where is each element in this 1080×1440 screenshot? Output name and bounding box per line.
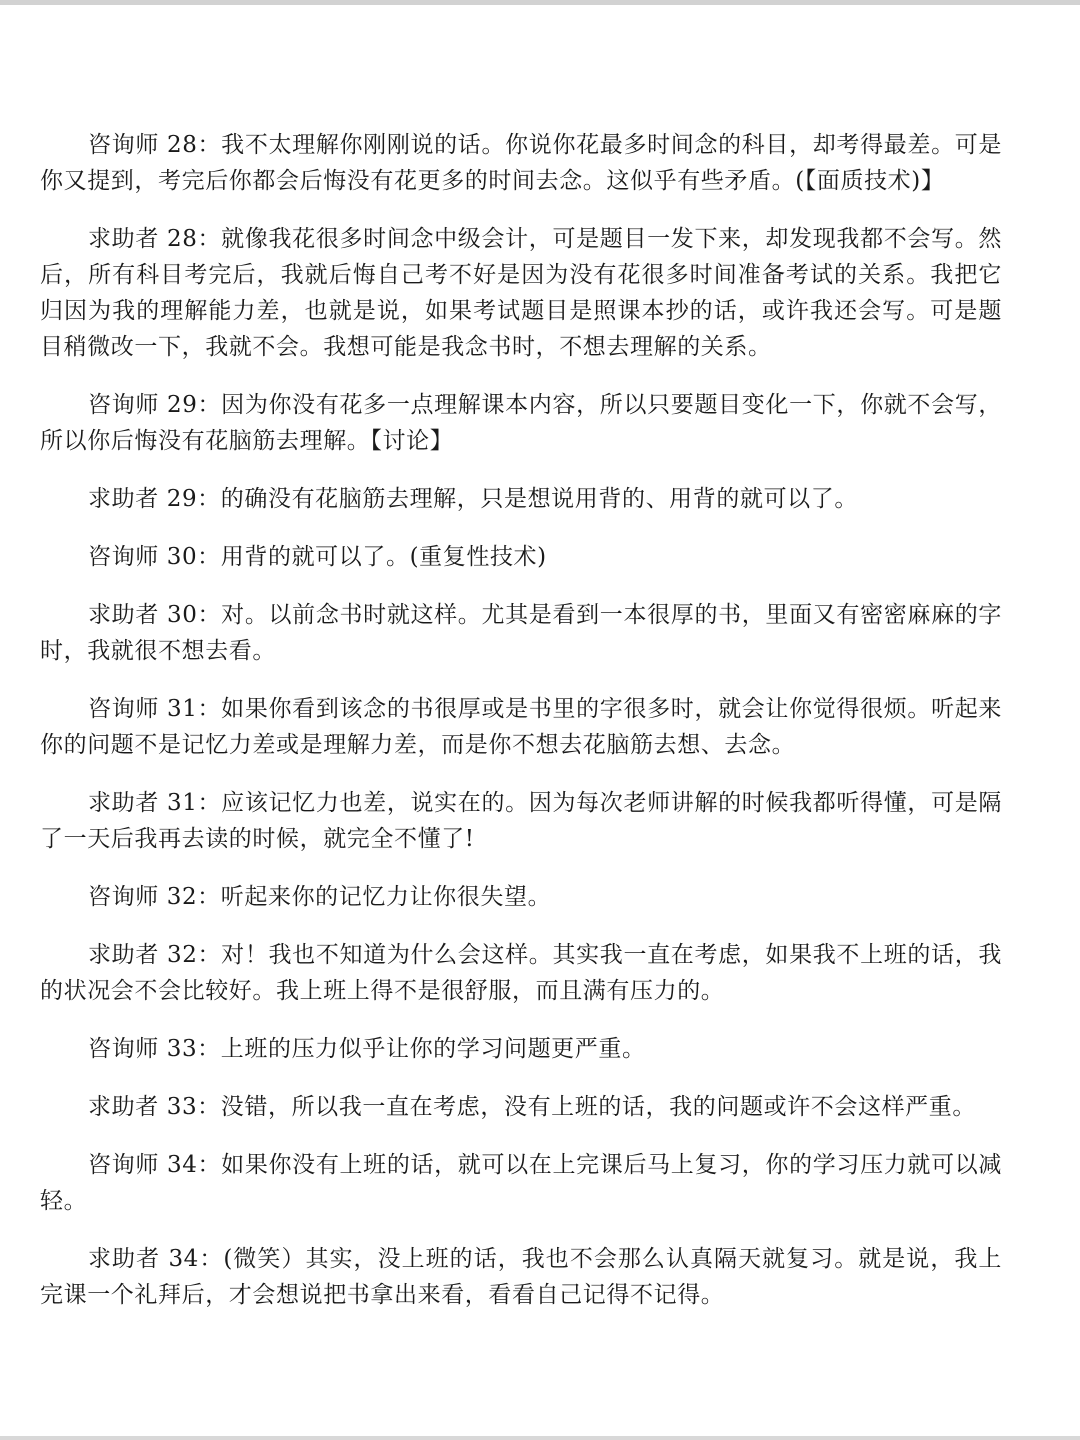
top-divider xyxy=(0,0,1080,5)
dialogue-paragraph xyxy=(40,221,1002,365)
speaker-label: 求助者 29： xyxy=(88,486,221,512)
dialogue-text: 上班的压力似乎让你的学习问题更严重。 xyxy=(220,1036,646,1062)
dialogue-text: (微笑）其实，没上班的话，我也不会那么认真隔天就复习。就是说，我上完课一个礼拜后，才会想说把书拿出来看，看看自己记得不记得。 xyxy=(40,1246,1002,1308)
speaker-label: 咨询师 30： xyxy=(88,544,221,570)
dialogue-paragraph xyxy=(40,127,1002,199)
speaker-label: 咨询师 32： xyxy=(88,884,221,910)
speaker-label: 咨询师 33： xyxy=(88,1036,221,1062)
dialogue-paragraph xyxy=(40,481,1002,517)
speaker-label: 求助者 33： xyxy=(88,1094,221,1120)
dialogue-paragraph xyxy=(40,691,1002,763)
dialogue-text: 用背的就可以了。(重复性技术) xyxy=(220,544,547,570)
dialogue-paragraph xyxy=(40,1147,1002,1219)
speaker-label: 咨询师 34： xyxy=(88,1152,222,1178)
speaker-label: 求助者 28： xyxy=(88,226,222,252)
dialogue-paragraph xyxy=(40,387,1002,459)
speaker-label: 咨询师 29： xyxy=(88,392,222,418)
dialogue-text: 听起来你的记忆力让你很失望。 xyxy=(220,884,552,910)
dialogue-paragraph xyxy=(40,785,1002,857)
speaker-label: 求助者 31： xyxy=(88,790,222,816)
speaker-label: 求助者 30： xyxy=(88,602,222,628)
dialogue-paragraph xyxy=(40,1241,1002,1313)
speaker-label: 咨询师 28： xyxy=(88,132,222,158)
dialogue-text: 就像我花很多时间念中级会计，可是题目一发下来，却发现我都不会写。然后，所有科目考完后，我就后悔自己考不好是因为没有花很多时间准备考试的关系。我把它归因为我的理解能力差，也就是说，如果考试题目是照课本抄的话，或许我还会写。可是题目稍微改一下，我就不会。我想可能是我念书时，不想去理解的关系。 xyxy=(40,226,1002,360)
dialogue-text: 对。以前念书时就这样。尤其是看到一本很厚的书，里面又有密密麻麻的字时，我就很不想去看。 xyxy=(40,602,1002,664)
dialogue-text: 如果你看到该念的书很厚或是书里的字很多时，就会让你觉得很烦。听起来你的问题不是记忆力差或是理解力差，而是你不想去花脑筋去想、去念。 xyxy=(40,696,1002,758)
bottom-divider xyxy=(0,1436,1080,1440)
dialogue-text: 对！我也不知道为什么会这样。其实我一直在考虑，如果我不上班的话，我的状况会不会比较好。我上班上得不是很舒服，而且满有压力的。 xyxy=(40,942,1002,1004)
dialogue-text: 没错，所以我一直在考虑，没有上班的话，我的问题或许不会这样严重。 xyxy=(220,1094,976,1120)
dialogue-paragraph xyxy=(40,1089,1002,1125)
dialogue-paragraph xyxy=(40,597,1002,669)
dialogue-text: 因为你没有花多一点理解课本内容，所以只要题目变化一下，你就不会写，所以你后悔没有花脑筋去理解。【讨论】 xyxy=(40,392,1002,454)
dialogue-paragraph xyxy=(40,937,1002,1009)
speaker-label: 求助者 34： xyxy=(88,1246,224,1272)
speaker-label: 咨询师 31： xyxy=(88,696,222,722)
dialogue-paragraph xyxy=(40,539,1002,575)
speaker-label: 求助者 32： xyxy=(88,942,222,968)
dialogue-text: 如果你没有上班的话，就可以在上完课后马上复习，你的学习压力就可以减轻。 xyxy=(40,1152,1002,1214)
dialogue-paragraph xyxy=(40,1031,1002,1067)
dialogue-text: 我不太理解你刚刚说的话。你说你花最多时间念的科目，却考得最差。可是你又提到，考完后你都会后悔没有花更多的时间去念。这似乎有些矛盾。(【面质技术)】 xyxy=(40,132,1002,194)
document-body xyxy=(40,127,1002,1335)
dialogue-text: 应该记忆力也差，说实在的。因为每次老师讲解的时候我都听得懂，可是隔了一天后我再去读的时候，就完全不懂了! xyxy=(40,790,1002,852)
dialogue-paragraph xyxy=(40,879,1002,915)
dialogue-text: 的确没有花脑筋去理解，只是想说用背的、用背的就可以了。 xyxy=(220,486,858,512)
